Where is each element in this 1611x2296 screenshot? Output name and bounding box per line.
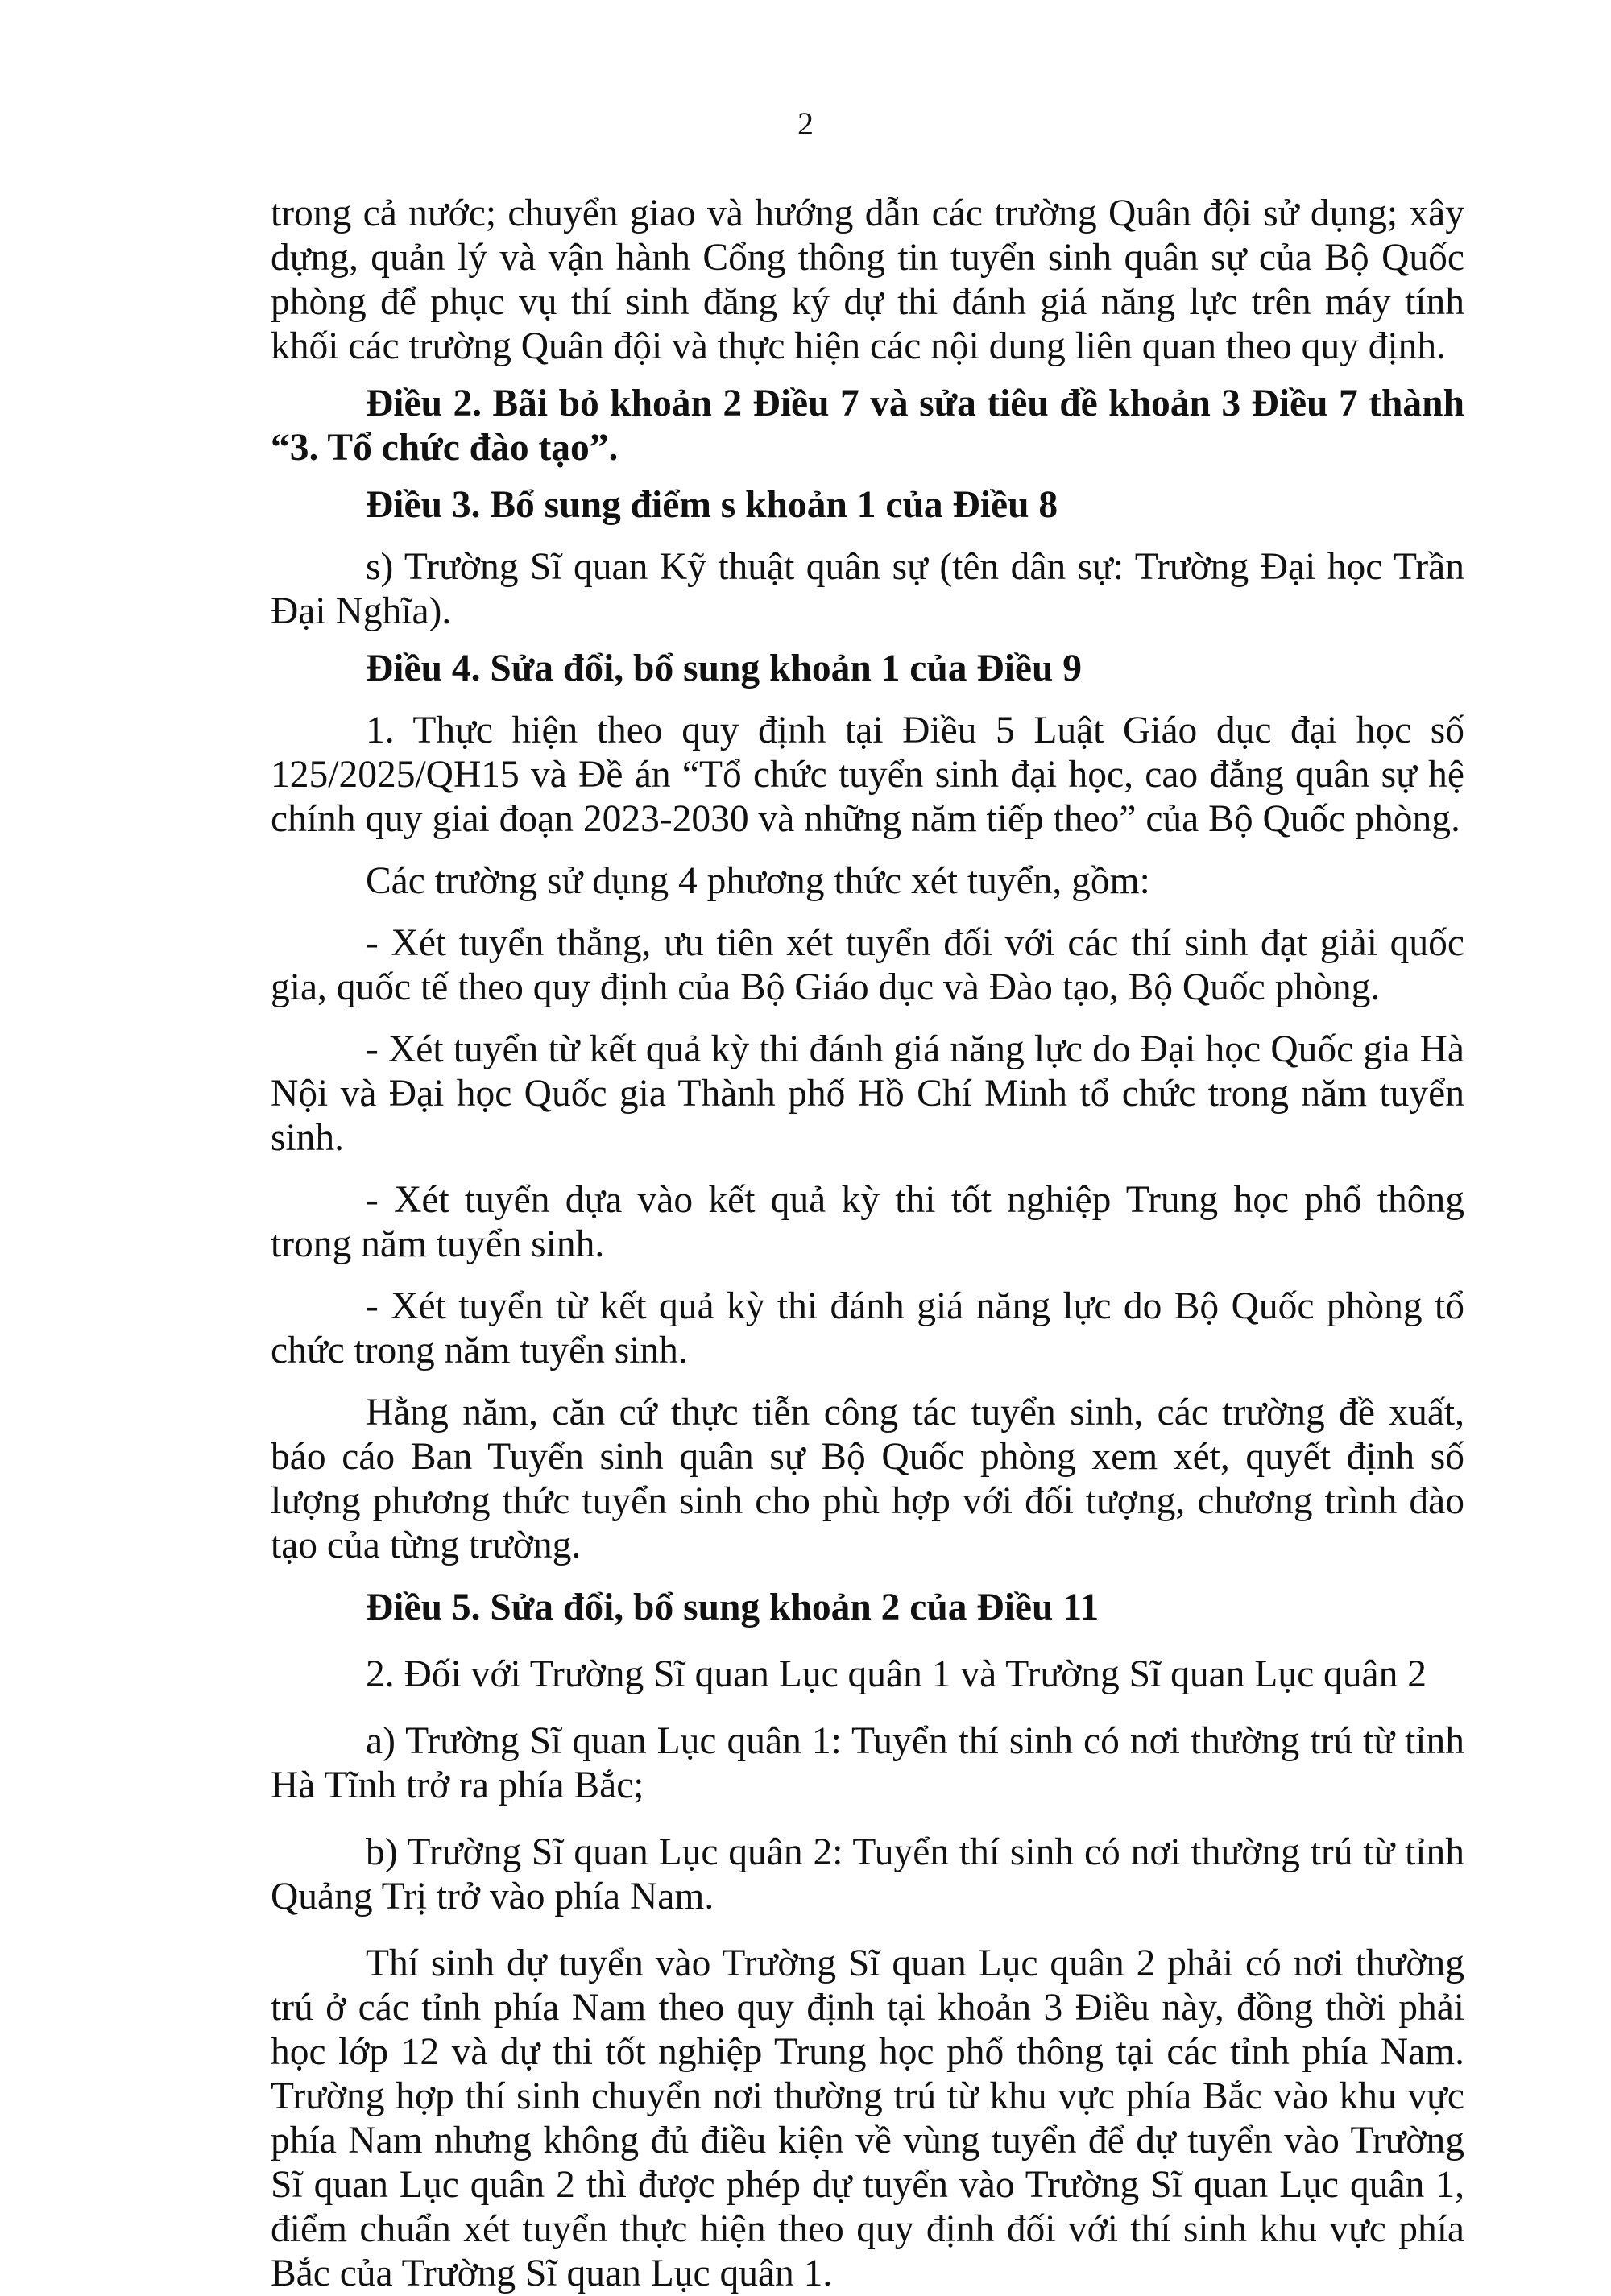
residency-requirement-paragraph: Thí sinh dự tuyển vào Trường Sĩ quan Lục quân 2 phải có nơi thường trú ở các tỉnh phía Nam theo quy định tại khoản 3 Điều này, đồng thời phải học lớp 12 và dự thi tốt nghiệp Trung học phổ thông tại các tỉnh phía Nam. Trường hợp thí sinh chuyển nơi thường trú từ khu vực phía Bắc vào khu vực phía Nam nhưng không đủ điều kiện về vùng tuyển để dự tuyển vào Trường Sĩ quan Lục quân 2 thì được phép dự tuyển vào Trường Sĩ quan Lục quân 1, điểm chuẩn xét tuyển thực hiện theo quy định đối với thí sinh khu vực phía Bắc của Trường Sĩ quan Lục quân 1. bbox=[271, 1942, 1464, 2294]
article-3-point-s: s) Trường Sĩ quan Kỹ thuật quân sự (tên dân sự: Trường Đại học Trần Đại Nghĩa). bbox=[271, 546, 1464, 632]
admission-method-3: - Xét tuyển dựa vào kết quả kỳ thi tốt nghiệp Trung học phổ thông trong năm tuyển sinh. bbox=[271, 1179, 1464, 1265]
article-5-clause-2: 2. Đối với Trường Sĩ quan Lục quân 1 và Trường Sĩ quan Lục quân 2 bbox=[366, 1653, 1427, 1695]
annual-review-paragraph: Hằng năm, căn cứ thực tiễn công tác tuyển sinh, các trường đề xuất, báo cáo Ban Tuyển sinh quân sự Bộ Quốc phòng xem xét, quyết định số lượng phương thức tuyển sinh cho phù hợp với đối tượng, chương trình đào tạo của từng trường. bbox=[271, 1392, 1464, 1566]
admission-methods-intro: Các trường sử dụng 4 phương thức xét tuyển, gồm: bbox=[366, 860, 1150, 902]
article-5-heading: Điều 5. Sửa đổi, bổ sung khoản 2 của Điều 11 bbox=[366, 1587, 1100, 1628]
article-4-heading: Điều 4. Sửa đổi, bổ sung khoản 1 của Điều 9 bbox=[366, 647, 1083, 689]
article-2-heading: Điều 2. Bãi bỏ khoản 2 Điều 7 và sửa tiêu đề khoản 3 Điều 7 thành “3. Tổ chức đào tạo”. bbox=[271, 383, 1464, 469]
admission-method-2: - Xét tuyển từ kết quả kỳ thi đánh giá năng lực do Đại học Quốc gia Hà Nội và Đại học Quốc gia Thành phố Hồ Chí Minh tổ chức trong năm tuyển sinh. bbox=[271, 1028, 1464, 1159]
admission-method-1: - Xét tuyển thẳng, ưu tiên xét tuyển đối với các thí sinh đạt giải quốc gia, quốc tế theo quy định của Bộ Giáo dục và Đào tạo, Bộ Quốc phòng. bbox=[271, 922, 1464, 1008]
article-5-point-b: b) Trường Sĩ quan Lục quân 2: Tuyển thí sinh có nơi thường trú từ tỉnh Quảng Trị trở vào phía Nam. bbox=[271, 1831, 1464, 1917]
article-5-point-a: a) Trường Sĩ quan Lục quân 1: Tuyển thí sinh có nơi thường trú từ tỉnh Hà Tĩnh trở ra phía Bắc; bbox=[271, 1720, 1464, 1806]
article-3-heading: Điều 3. Bổ sung điểm s khoản 1 của Điều 8 bbox=[366, 484, 1058, 526]
paragraph-continuation: trong cả nước; chuyển giao và hướng dẫn các trường Quân đội sử dụng; xây dựng, quản lý và vận hành Cổng thông tin tuyển sinh quân sự của Bộ Quốc phòng để phục vụ thí sinh đăng ký dự thi đánh giá năng lực trên máy tính khối các trường Quân đội và thực hiện các nội dung liên quan theo quy định. bbox=[271, 192, 1464, 367]
admission-method-4: - Xét tuyển từ kết quả kỳ thi đánh giá năng lực do Bộ Quốc phòng tổ chức trong năm tuyển sinh. bbox=[271, 1285, 1464, 1371]
document-body bbox=[271, 192, 1464, 2296]
page-number: 2 bbox=[797, 105, 814, 142]
article-4-clause-1: 1. Thực hiện theo quy định tại Điều 5 Luật Giáo dục đại học số 125/2025/QH15 và Đề án “Tổ chức tuyển sinh đại học, cao đẳng quân sự hệ chính quy giai đoạn 2023-2030 và những năm tiếp theo” của Bộ Quốc phòng. bbox=[271, 709, 1464, 840]
